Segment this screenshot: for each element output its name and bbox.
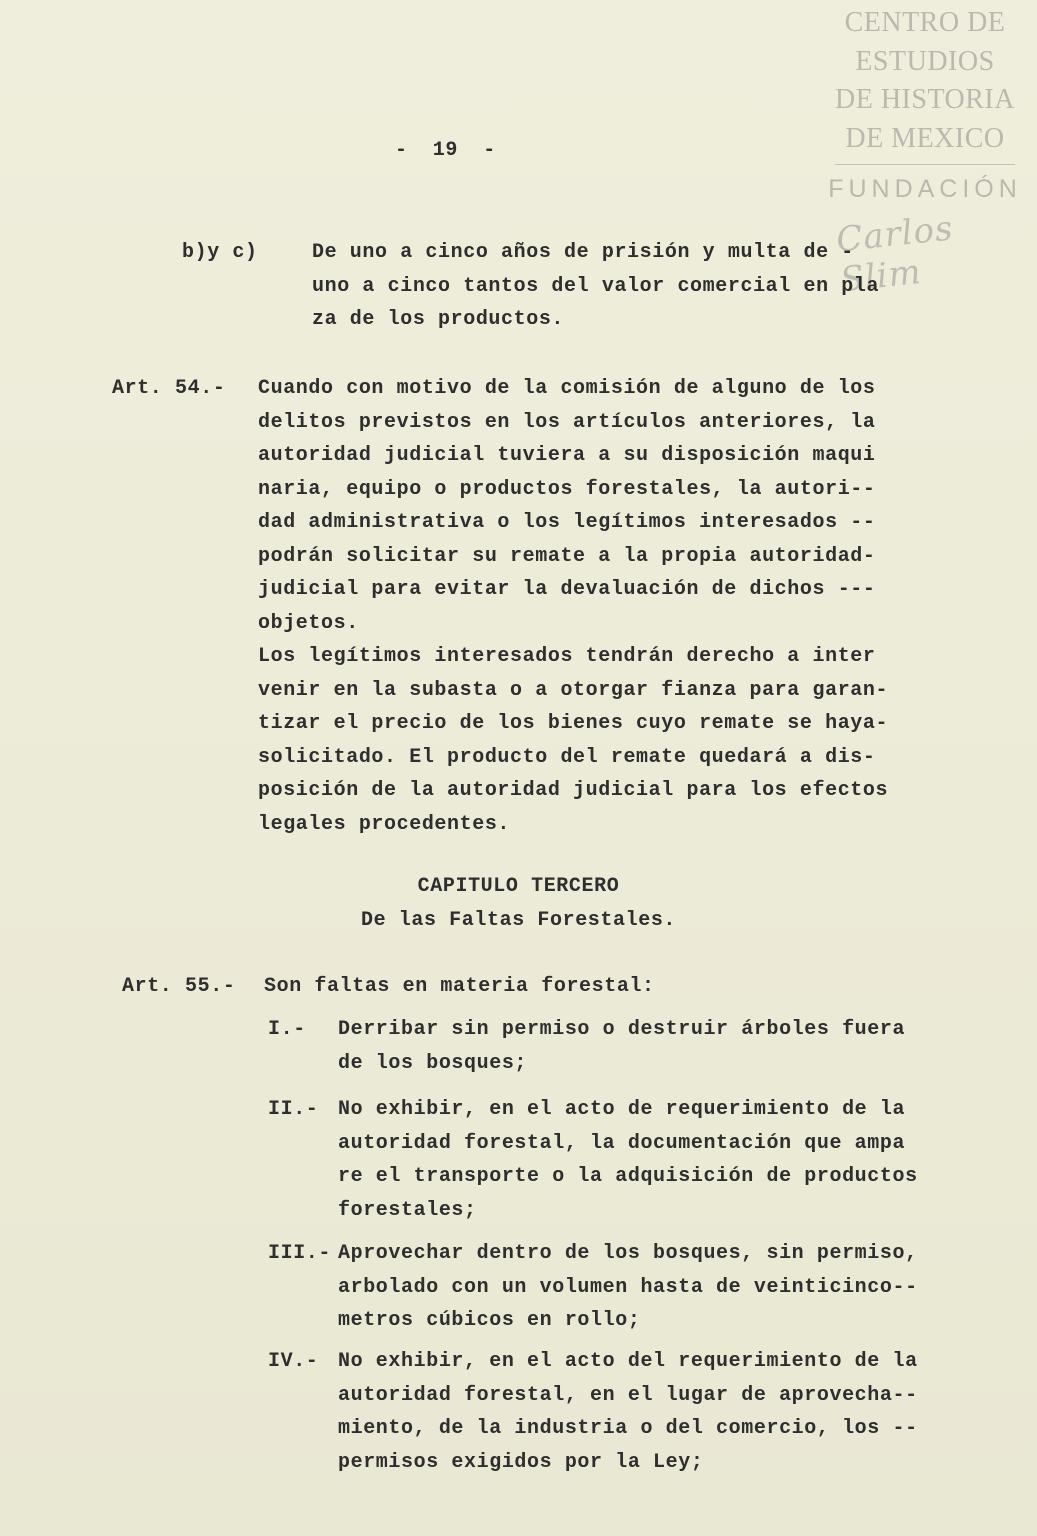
fraction-number: IV.- — [268, 1350, 319, 1373]
watermark-divider — [835, 164, 1015, 165]
art54-label: Art. 54.- — [112, 377, 226, 400]
text-line: dad administrativa o los legítimos interesados -- — [258, 511, 876, 534]
art55-label: Art. 55.- — [122, 975, 236, 998]
fraction-text — [338, 1093, 918, 1227]
text-line: Derribar sin permiso o destruir árboles fuera — [338, 1018, 906, 1041]
text-line: venir en la subasta o a otorgar fianza para garan- — [258, 678, 889, 702]
text-line: Aprovechar dentro de los bosques, sin permiso, — [338, 1242, 918, 1265]
text-line: De uno a cinco años de prisión y multa de - — [312, 241, 854, 264]
item-bc-text — [312, 236, 879, 337]
text-line: forestales; — [338, 1198, 477, 1222]
item-bc-label: b)y c) — [182, 241, 258, 264]
fraction-text — [338, 1237, 918, 1338]
text-line: delitos previstos en los artículos anteriores, la — [258, 410, 876, 434]
text-line: arbolado con un volumen hasta de veinticinco-- — [338, 1275, 918, 1299]
text-line: posición de la autoridad judicial para los efectos — [258, 779, 889, 802]
page-number: - 19 - — [395, 139, 496, 162]
fraction-number: II.- — [268, 1098, 319, 1121]
fraction-text — [338, 1345, 918, 1479]
art54-text — [258, 372, 888, 841]
chapter-subtitle: De las Faltas Forestales. — [360, 909, 677, 932]
text-line: No exhibir, en el acto del requerimiento de la — [338, 1350, 918, 1373]
text-line: autoridad forestal, en el lugar de aprovecha-- — [338, 1383, 918, 1407]
fraction-number: III.- — [268, 1242, 332, 1265]
art55-intro: Son faltas en materia forestal: — [264, 975, 655, 998]
text-line: re el transporte o la adquisición de productos — [338, 1165, 918, 1188]
text-line: metros cúbicos en rollo; — [338, 1309, 641, 1332]
text-line: permisos exigidos por la Ley; — [338, 1450, 704, 1474]
watermark-line: CENTRO DE — [844, 7, 1006, 38]
text-line: uno a cinco tantos del valor comercial en pla — [312, 274, 880, 298]
watermark-line: DE MEXICO — [845, 122, 1005, 154]
text-line: za de los productos. — [312, 308, 565, 331]
text-line: No exhibir, en el acto de requerimiento de la — [338, 1098, 906, 1121]
text-line: Los legítimos interesados tendrán derecho a inter — [258, 645, 876, 668]
text-line: naria, equipo o productos forestales, la autori-- — [258, 477, 876, 501]
text-line: podrán solicitar su remate a la propia autoridad- — [258, 544, 876, 568]
signature-watermark: Carlos Slim — [834, 208, 956, 301]
text-line: tizar el precio de los bienes cuyo remate se haya- — [258, 712, 889, 735]
text-line: solicitado. El producto del remate quedará a dis- — [258, 745, 876, 769]
text-line: judicial para evitar la devaluación de dichos --- — [258, 578, 876, 601]
archive-watermark — [825, 4, 1025, 205]
chapter-title: CAPITULO TERCERO — [417, 875, 620, 898]
watermark-foundation: FUNDACIÓN — [828, 175, 1022, 203]
watermark-line: DE HISTORIA — [835, 84, 1015, 115]
fraction-number: I.- — [268, 1018, 306, 1041]
text-line: autoridad forestal, la documentación que ampa — [338, 1131, 906, 1155]
text-line: legales procedentes. — [258, 812, 511, 836]
text-line: autoridad judicial tuviera a su disposición maqui — [258, 444, 876, 467]
text-line: miento, de la industria o del comercio, los -- — [338, 1417, 918, 1440]
fraction-text — [338, 1013, 905, 1080]
text-line: objetos. — [258, 611, 359, 635]
text-line: de los bosques; — [338, 1051, 528, 1075]
watermark-line: ESTUDIOS — [855, 45, 995, 77]
text-line: Cuando con motivo de la comisión de alguno de los — [258, 377, 876, 400]
